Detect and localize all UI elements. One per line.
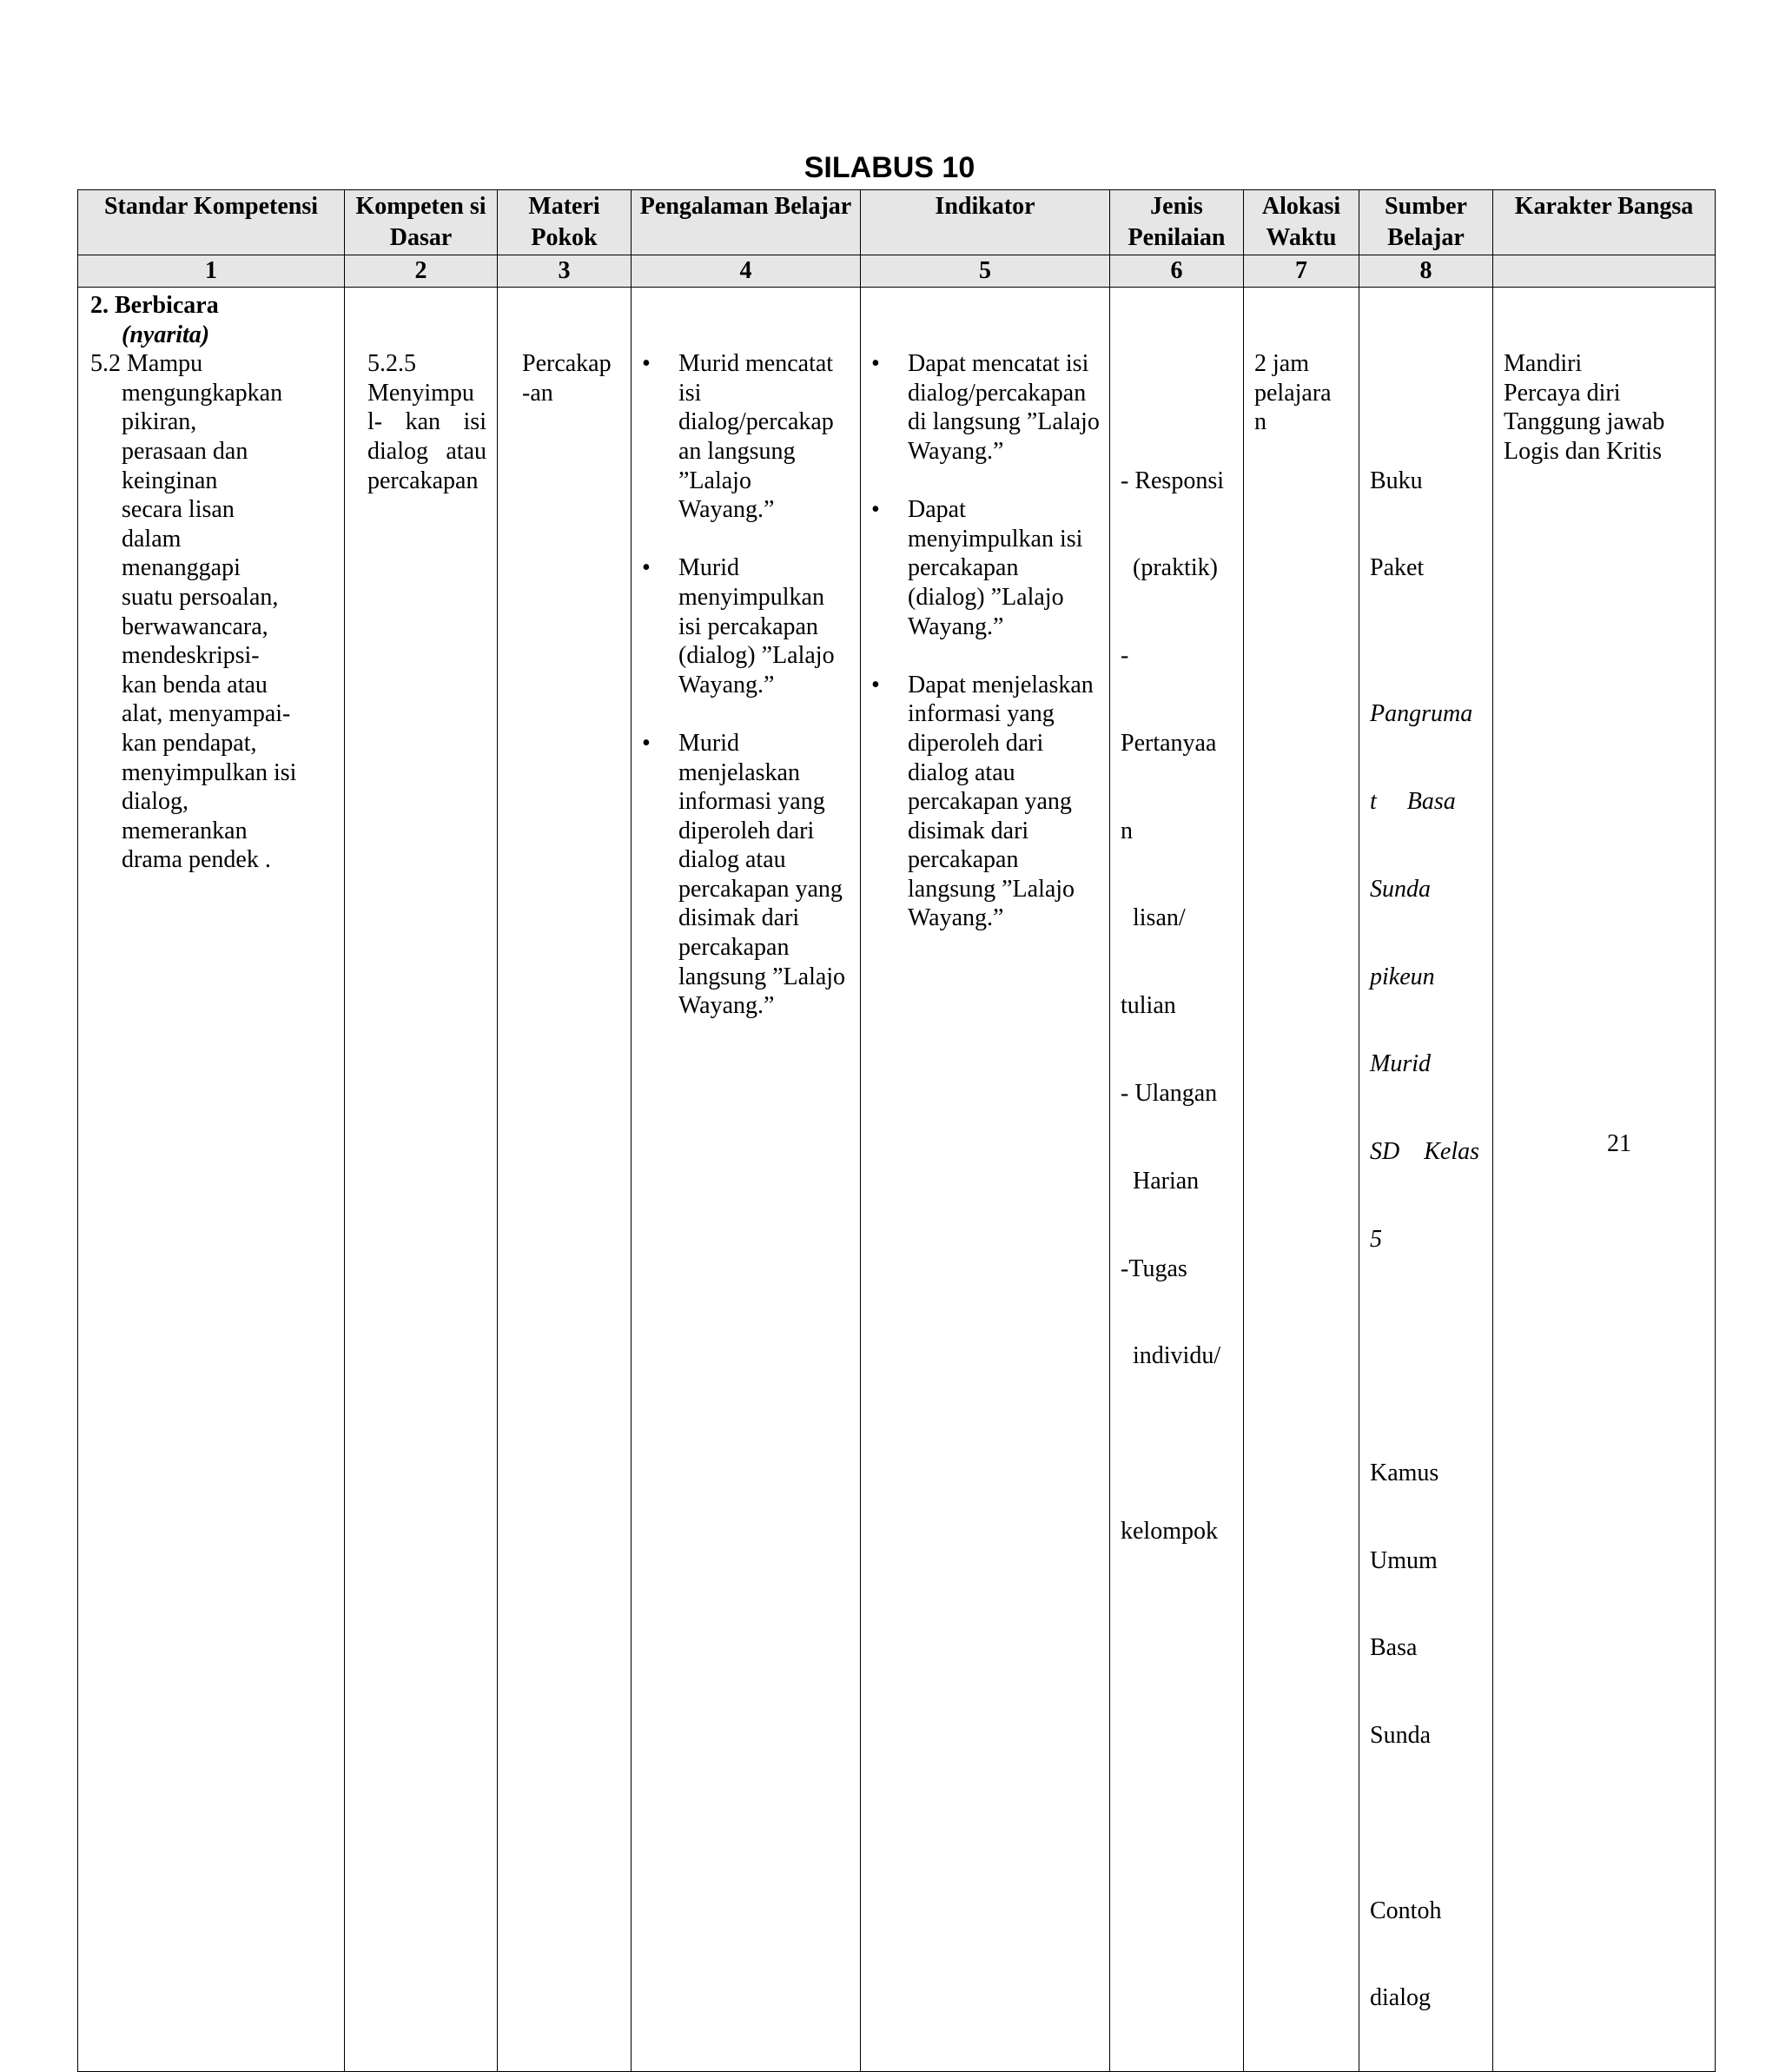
standar-line: mendeskripsi- bbox=[122, 642, 260, 670]
penilaian-line: - Responsi bbox=[1121, 467, 1224, 494]
column-number: 7 bbox=[1244, 255, 1359, 288]
alokasi-line: pelajara bbox=[1254, 379, 1332, 407]
sumber-line: Kamus bbox=[1370, 1459, 1439, 1486]
standar-lines bbox=[90, 379, 334, 875]
column-number bbox=[1493, 255, 1716, 288]
karakter-line: Logis dan Kritis bbox=[1504, 437, 1662, 465]
penilaian-line: Harian bbox=[1121, 1167, 1200, 1195]
penilaian-line: - bbox=[1121, 642, 1129, 670]
pengalaman-list bbox=[640, 349, 846, 1021]
kompetensi-dasar-text: 5.2.5 Menyimpu l- kan isi dialog atau percakapan bbox=[367, 350, 486, 494]
standar-line: pikiran, bbox=[122, 408, 197, 436]
sumber-italic-line: t Basa bbox=[1370, 788, 1456, 816]
column-number: 8 bbox=[1359, 255, 1493, 288]
cell-sumber-belajar bbox=[1359, 288, 1493, 2072]
standar-line: perasaan dan bbox=[122, 437, 248, 465]
page-number: 21 bbox=[1607, 1130, 1631, 1157]
column-number: 5 bbox=[861, 255, 1110, 288]
header-jenis-penilaian: Jenis Penilaian bbox=[1110, 190, 1244, 255]
pengalaman-item: • Murid menyimpulkan isi percakapan (dialog) ”Lalajo Wayang.” bbox=[640, 553, 846, 699]
column-number: 3 bbox=[498, 255, 632, 288]
header-row bbox=[78, 190, 1716, 255]
indikator-list bbox=[870, 349, 1101, 933]
column-number: 2 bbox=[345, 255, 498, 288]
penilaian-line: tulian bbox=[1121, 992, 1176, 1020]
cell-standar-kompetensi bbox=[78, 288, 345, 2072]
standar-line: dialog, bbox=[122, 788, 188, 816]
document-title: SILABUS 10 bbox=[804, 151, 975, 184]
karakter-line: Percaya diri bbox=[1504, 379, 1621, 407]
standar-heading: 2. Berbicara bbox=[90, 292, 219, 319]
standar-line: kan pendapat, bbox=[122, 729, 257, 757]
materi-line: Percakap bbox=[522, 350, 612, 378]
standar-line: drama pendek . bbox=[122, 846, 271, 874]
sumber-line: Basa bbox=[1370, 1634, 1418, 1662]
sumber-line: Contoh bbox=[1370, 1897, 1442, 1924]
header-kompetensi-dasar: Kompeten si Dasar bbox=[345, 190, 498, 255]
standar-line: menyimpulkan isi bbox=[122, 758, 297, 786]
sumber-italic-line: Murid bbox=[1370, 1050, 1431, 1078]
pengalaman-item: • Murid mencatat isi dialog/percakap an langsung ”Lalajo Wayang.” bbox=[640, 349, 846, 525]
penilaian-line: Pertanyaa bbox=[1121, 729, 1217, 757]
penilaian-line: n bbox=[1121, 817, 1133, 844]
alokasi-line: n bbox=[1254, 408, 1266, 436]
standar-line: alat, menyampai- bbox=[122, 700, 291, 728]
penilaian-line: individu/ bbox=[1121, 1342, 1221, 1370]
sumber-line: Umum bbox=[1370, 1546, 1438, 1574]
indikator-item: • Dapat menjelaskan informasi yang diperoleh dari dialog atau percakapan yang disimak dari percakapan langsung ”Lalajo Wayang.” bbox=[870, 671, 1101, 933]
column-number: 6 bbox=[1110, 255, 1244, 288]
header-karakter-bangsa: Karakter Bangsa bbox=[1493, 190, 1716, 255]
header-sumber-belajar: Sumber Belajar bbox=[1359, 190, 1493, 255]
sumber-italic-line: Sunda bbox=[1370, 875, 1431, 903]
header-indikator: Indikator bbox=[861, 190, 1110, 255]
standar-line: memerankan bbox=[122, 817, 248, 844]
sumber-line: dialog bbox=[1370, 1984, 1431, 2012]
sumber-italic-line: SD Kelas bbox=[1370, 1138, 1479, 1166]
standar-line: secara lisan bbox=[122, 496, 235, 524]
penilaian-line: -Tugas bbox=[1121, 1254, 1187, 1282]
header-materi-pokok: Materi Pokok bbox=[498, 190, 632, 255]
syllabus-table bbox=[77, 189, 1716, 2072]
penilaian-line: - Ulangan bbox=[1121, 1080, 1218, 1108]
cell-alokasi-waktu bbox=[1244, 288, 1359, 2072]
cell-jenis-penilaian bbox=[1110, 288, 1244, 2072]
column-number: 1 bbox=[78, 255, 345, 288]
pengalaman-item: • Murid menjelaskan informasi yang diperoleh dari dialog atau percakapan yang disimak dari percakapan langsung ”Lalajo Wayang.” bbox=[640, 729, 846, 1021]
indikator-item: • Dapat menyimpulkan isi percakapan (dialog) ”Lalajo Wayang.” bbox=[870, 495, 1101, 641]
alokasi-line: 2 jam bbox=[1254, 350, 1309, 378]
standar-line: suatu persoalan, bbox=[122, 583, 279, 611]
sumber-italic-line: pikeun bbox=[1370, 963, 1435, 990]
standar-line: dalam bbox=[122, 525, 182, 553]
header-alokasi-waktu: Alokasi Waktu bbox=[1244, 190, 1359, 255]
sumber-italic-line: Pangruma bbox=[1370, 700, 1473, 728]
sumber-line: Paket bbox=[1370, 554, 1425, 582]
standar-line: kan benda atau bbox=[122, 671, 268, 698]
karakter-line: Mandiri bbox=[1504, 350, 1583, 378]
standar-heading-sub: (nyarita) bbox=[122, 321, 210, 348]
header-standar-kompetensi: Standar Kompetensi bbox=[78, 190, 345, 255]
indikator-item: • Dapat mencatat isi dialog/percakapan di langsung ”Lalajo Wayang.” bbox=[870, 349, 1101, 466]
penilaian-line: lisan/ bbox=[1121, 904, 1186, 932]
karakter-line: Tanggung jawab bbox=[1504, 408, 1665, 436]
standar-line: mengungkapkan bbox=[122, 379, 283, 407]
standar-line: keinginan bbox=[122, 467, 218, 494]
cell-pengalaman-belajar bbox=[632, 288, 861, 2072]
sumber-italic-line: 5 bbox=[1370, 1226, 1382, 1253]
sumber-line: Sunda bbox=[1370, 1722, 1431, 1750]
cell-kompetensi-dasar bbox=[345, 288, 498, 2072]
cell-karakter-bangsa bbox=[1493, 288, 1716, 2072]
cell-materi-pokok bbox=[498, 288, 632, 2072]
standar-line: berwawancara, bbox=[122, 612, 268, 640]
penilaian-line bbox=[1121, 1429, 1240, 1459]
content-row bbox=[78, 288, 1716, 2072]
column-number-row bbox=[78, 255, 1716, 288]
standar-line: menanggapi bbox=[122, 554, 241, 582]
cell-indikator bbox=[861, 288, 1110, 2072]
sumber-line: Buku bbox=[1370, 467, 1423, 494]
column-number: 4 bbox=[632, 255, 861, 288]
standar-first-line: 5.2 Mampu bbox=[90, 350, 203, 378]
header-pengalaman-belajar: Pengalaman Belajar bbox=[632, 190, 861, 255]
materi-line: -an bbox=[522, 379, 553, 407]
penilaian-line: (praktik) bbox=[1121, 554, 1218, 582]
sumber-book-title bbox=[1370, 641, 1482, 1313]
penilaian-line: kelompok bbox=[1121, 1517, 1218, 1545]
